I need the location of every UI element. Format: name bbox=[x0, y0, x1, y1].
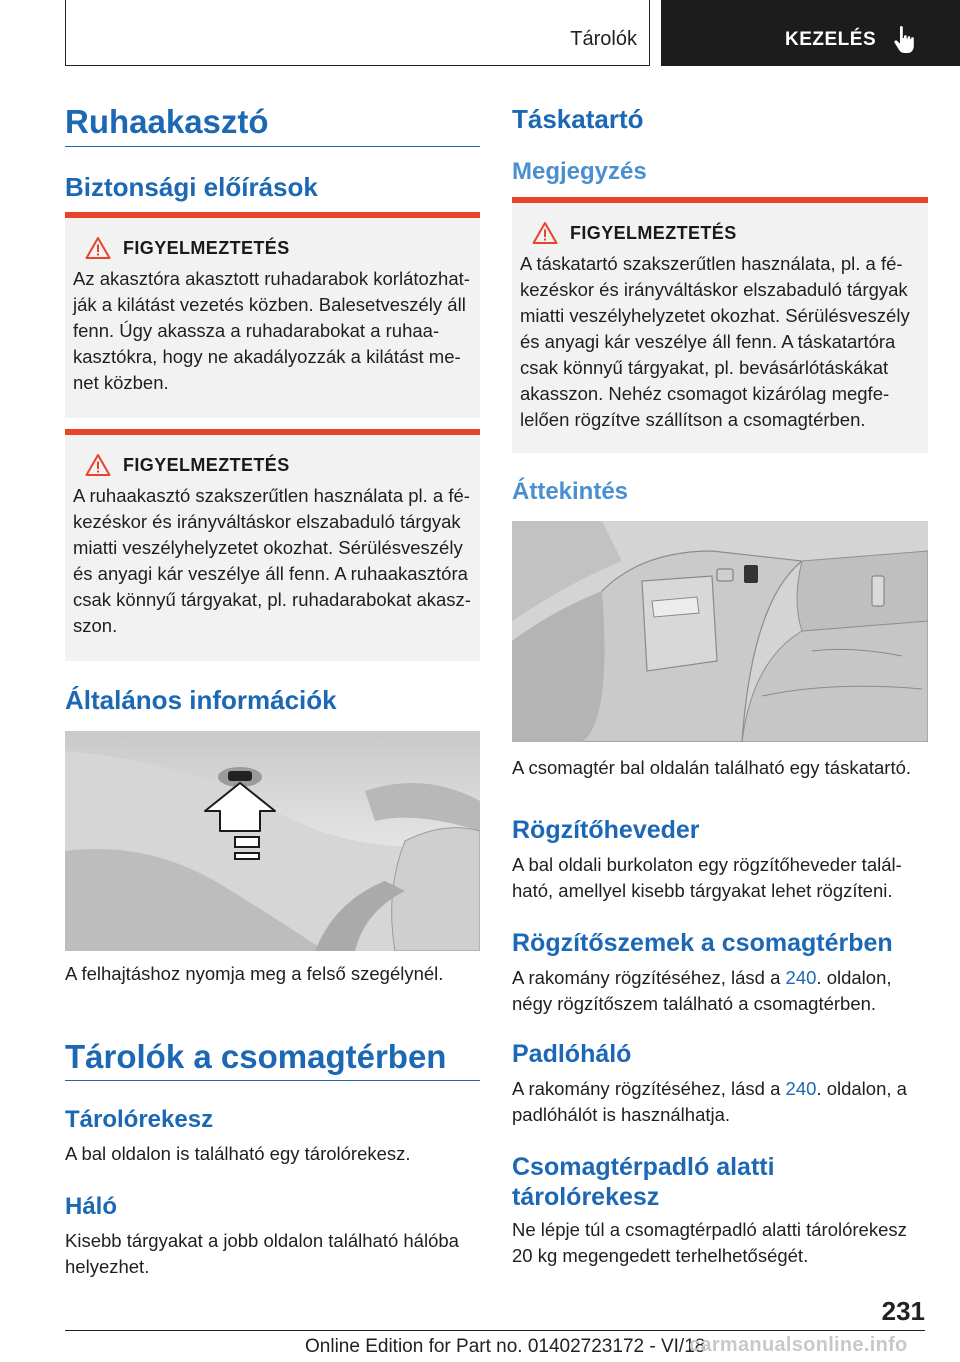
trunk-illustration bbox=[512, 521, 928, 742]
page-link-240[interactable]: 240 bbox=[785, 967, 817, 988]
warning-triangle-icon bbox=[532, 221, 558, 245]
text-part: A rakomány rögzítéséhez, lásd a bbox=[512, 1078, 786, 1099]
warning-header bbox=[73, 451, 472, 479]
heading-floor-net: Padlóháló bbox=[512, 1040, 632, 1068]
warning-box bbox=[65, 212, 480, 418]
text-part: . oldalon, négy rögzítőszem található a csomagtérben. bbox=[512, 967, 892, 1014]
warning-title: FIGYELMEZTETÉS bbox=[123, 237, 290, 258]
chapter-title: KEZELÉS bbox=[785, 29, 877, 50]
warning-header bbox=[73, 234, 472, 262]
footer-edition: Online Edition for Part no. 01402723172 - VI/18 bbox=[305, 1336, 706, 1357]
text-floor-net bbox=[512, 1076, 928, 1128]
heading-net: Háló bbox=[65, 1193, 118, 1220]
trunk-drawing bbox=[512, 521, 928, 742]
heading-underfloor: Csomagtérpadló alatti tárolórekesz bbox=[512, 1153, 775, 1211]
pointing-hand-icon bbox=[893, 25, 919, 55]
text-part: A rakomány rögzítéséhez, lásd a bbox=[512, 967, 786, 988]
warning-text: A ruhaakasztó szakszerűtlen használata pl. a fé-kezéskor és irányváltáskor elszabaduló tárgyak miatti veszélyhelyzetet okozhat. Sérülésveszély és anyagi kár veszélye áll fenn. A ruhaakasztóra csak könnyű tárgyakat, pl. ruhadarabokat akasz-szon. bbox=[73, 485, 471, 636]
page-header bbox=[65, 0, 960, 66]
warning-triangle-icon bbox=[85, 236, 111, 260]
section-title-storage: Tárolók a csomagtérben bbox=[65, 1038, 447, 1075]
caption-coat-hook: A felhajtáshoz nyomja meg a felső szegélynél. bbox=[65, 963, 444, 984]
section-title-coat-hook: Ruhaakasztó bbox=[65, 103, 269, 140]
page-number: 231 bbox=[881, 1296, 925, 1326]
coat-hook-drawing bbox=[65, 731, 480, 951]
caption-trunk: A csomagtér bal oldalán található egy táskatartó. bbox=[512, 757, 912, 778]
heading-general-info: Általános információk bbox=[65, 685, 337, 715]
heading-overview: Áttekintés bbox=[512, 478, 629, 505]
warning-header bbox=[520, 219, 920, 247]
footer-rule bbox=[65, 1330, 925, 1331]
text-part: . oldalon, a padlóhálót is használhatja. bbox=[512, 1078, 907, 1125]
heading-compartment: Tárolórekesz bbox=[65, 1106, 214, 1133]
heading-note: Megjegyzés bbox=[512, 158, 647, 185]
warning-box bbox=[512, 197, 928, 453]
page-link-240[interactable]: 240 bbox=[785, 1078, 817, 1099]
warning-box bbox=[65, 429, 480, 661]
footer-watermark: carmanualsonline.info bbox=[689, 1334, 908, 1356]
section-title-bag-hook: Táskatartó bbox=[512, 104, 644, 134]
heading-lashing-eyes: Rögzítőszemek a csomagtérben bbox=[512, 929, 893, 957]
chapter-tab bbox=[661, 0, 960, 66]
text-strap: A bal oldali burkolaton egy rögzítőheveder talál-ható, amellyel kisebb tárgyakat lehet rögzíteni. bbox=[512, 854, 902, 901]
text-underfloor: Ne lépje túl a csomagtérpadló alatti tárolórekesz 20 kg megengedett terhelhetőségét. bbox=[512, 1219, 907, 1266]
warning-title: FIGYELMEZTETÉS bbox=[570, 222, 737, 243]
heading-strap: Rögzítőheveder bbox=[512, 816, 700, 844]
section-tab bbox=[65, 0, 650, 66]
warning-text: A táskatartó szakszerűtlen használata, pl. a fé-kezéskor és irányváltáskor elszabaduló tárgyak miatti veszélyhelyzetet okozhat. Sérülésveszély és anyagi kár veszélye áll fenn. A táskatartóra csak könnyű tárgyakat, pl. bevásárlótáskákat akasszon. Nehéz csomagot kizárólag megfe-lelően rögzítve szállítson a csomagtérben. bbox=[520, 253, 910, 430]
warning-text: Az akasztóra akasztott ruhadarabok korlátozhat-ják a kilátást vezetés közben. Balesetveszély áll fenn. Úgy akassza a ruhadarabokat a ruhaa-kasztókra, hogy ne akadályozzák a kilátást me-net közben. bbox=[73, 268, 470, 393]
title-rule bbox=[65, 1080, 480, 1081]
section-title: Tárolók bbox=[570, 28, 637, 50]
text-lashing-eyes bbox=[512, 965, 928, 1017]
coat-hook-illustration bbox=[65, 731, 480, 951]
title-rule bbox=[65, 146, 480, 147]
text-compartment: A bal oldalon is található egy tárolórekesz. bbox=[65, 1143, 411, 1164]
warning-triangle-icon bbox=[85, 453, 111, 477]
warning-title: FIGYELMEZTETÉS bbox=[123, 454, 290, 475]
heading-safety: Biztonsági előírások bbox=[65, 172, 318, 202]
text-net: Kisebb tárgyakat a jobb oldalon található hálóba helyezhet. bbox=[65, 1230, 459, 1277]
